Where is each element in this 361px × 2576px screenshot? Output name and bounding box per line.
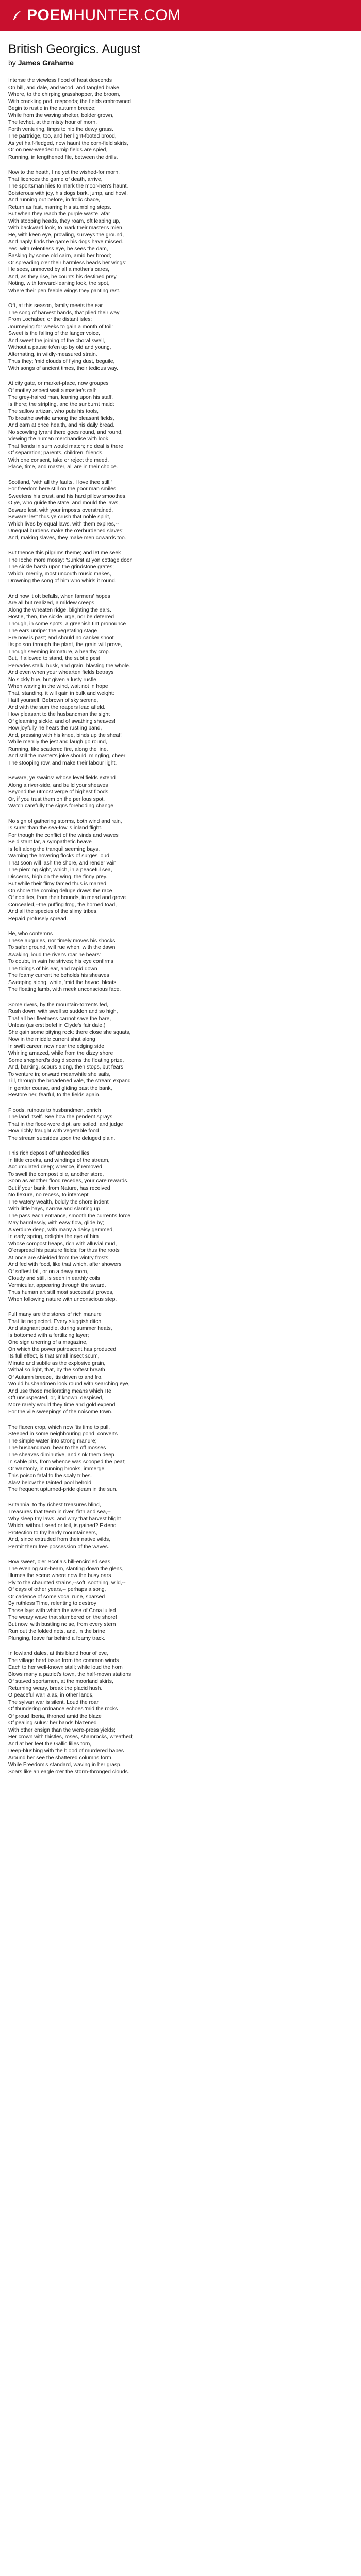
- poem-line: Its poison through the plant, the grain will prove,: [8, 642, 122, 648]
- site-logo[interactable]: [11, 7, 181, 24]
- poem-line: The stooping row, and make their labour light.: [8, 760, 117, 766]
- poem-line: The husbandman, bear to the off mosses: [8, 1445, 106, 1451]
- stanza: [8, 930, 353, 993]
- poem-line: That soon will lash the shore, and render vain: [8, 860, 117, 866]
- poem-line: Illumes the scene where now the busy oars: [8, 1573, 111, 1579]
- poem-line: Sweeping along, while, 'mid the havoc, bleats: [8, 979, 117, 986]
- poem-line: But when they reach the purple waste, afar: [8, 211, 110, 217]
- poem-line: Forth venturing, limps to nip the dewy grass.: [8, 126, 113, 132]
- poem-line: And still the master's joke should, mingling, cheer: [8, 753, 126, 759]
- poem-line: To safer ground, will rue when, with the dawn: [8, 945, 116, 951]
- poem-line: With other ensign than the were-press yields;: [8, 1727, 116, 1733]
- poem-line: Or on new-weeded turnip fields are spied,: [8, 147, 108, 153]
- poem-line: Of separation; parents, children, friends,: [8, 450, 104, 456]
- author-link[interactable]: James Grahame: [18, 59, 74, 67]
- poem-line: The flaxen crop, which now 'tis time to pull,: [8, 1424, 110, 1430]
- poem-line: Now in the middle current shut along: [8, 1037, 95, 1042]
- poem-line: Or wantonly, in running brooks, immerge: [8, 1466, 105, 1472]
- poem-line: That fiends in sum would match; no deal is there: [8, 443, 123, 449]
- poem-line: He, with keen eye, prowling, surveys the ground,: [8, 232, 124, 238]
- poem-line: Sweet is the falling of the Ianger voice,: [8, 331, 100, 336]
- poem-line: Beware, ye swains! whose level fields extend: [8, 775, 116, 781]
- poem-line: For though the conflict of the winds and waves: [8, 832, 119, 838]
- poem-line: Of motley aspect wait a master's call:: [8, 387, 97, 394]
- poem-line: And, pressing with his knee, binds up the sheaf!: [8, 732, 122, 738]
- poem-line: The sylvan war is silent. Loud the roar: [8, 1699, 99, 1705]
- poem-line: Alas! below the tainted pool behold: [8, 1480, 92, 1486]
- poem-line: But thence this pilgrims theme; and let me seek: [8, 550, 121, 556]
- poem-line: The sallow artizan, who puts his tools,: [8, 409, 99, 414]
- poem-line: Ere now is past; and should no canker shoot: [8, 635, 114, 641]
- poem-line: Without a pause to'en up by old and young,: [8, 345, 111, 350]
- poem-line: Till, through the broadened vale, the stream expand: [8, 1078, 131, 1084]
- poem-line: Which, merrily, most uncouth music makes,: [8, 571, 111, 577]
- poem-line: How joyfully he hears the rustling band,: [8, 725, 102, 731]
- poem-line: In early spring, delights the eye of him: [8, 1234, 99, 1240]
- poem-line: Basking by some old cairn, amid her brood;: [8, 253, 111, 259]
- poem-line: While from the waving shelter, bolder grown,: [8, 112, 114, 118]
- poem-line: This poison fatal to the scaly tribes.: [8, 1473, 92, 1479]
- poem-line: Would husbandmen look round with searching eye,: [8, 1381, 130, 1387]
- poem-line: Awaking, loud the river's roar he hears:: [8, 952, 101, 958]
- poem-line: Of softest fall, or on a dewy morn,: [8, 1268, 89, 1275]
- poem-line: Beware! lest thus ye crush that noble spirit,: [8, 514, 111, 520]
- logo-domain: HUNTER.COM: [73, 7, 181, 24]
- stanza: [8, 169, 353, 294]
- poem-line: Boisterous with joy, his dogs bark, jump, and howl,: [8, 190, 128, 196]
- stanza: [8, 1107, 353, 1142]
- poem-line: Plunging, leave far behind a foamy track.: [8, 1635, 106, 1641]
- poem-line: The simple water into strong manure;: [8, 1438, 97, 1444]
- stanza: [8, 1311, 353, 1416]
- poem-line: The song of harvest bands, that plied their way: [8, 310, 120, 316]
- poem-line: Watch carefully the signs foreboding change.: [8, 803, 115, 809]
- poem-line: Its full effect, is that small insect scum,: [8, 1353, 100, 1359]
- poem-line: And use those meliorating means which He: [8, 1388, 111, 1394]
- poem-line: The pass each entrance, smooth the current's force: [8, 1213, 131, 1219]
- stanza: [8, 302, 353, 372]
- poem-line: Vermicular, appearing through the sward.: [8, 1282, 106, 1289]
- poem-line: How richly fraught with vegetable food: [8, 1128, 99, 1134]
- poem-line: Be distant far, a sympathetic heave: [8, 839, 92, 845]
- poem-line: When waving in the wind, wait not in hope: [8, 684, 108, 689]
- poem-line: Britannia, to thy richest treasures blind,: [8, 1502, 101, 1508]
- poem-line: And now it oft befalls, when farmers' hopes: [8, 593, 110, 599]
- site-header: [0, 0, 361, 31]
- poem-content: [0, 31, 361, 2576]
- poem-line: Soars like an eagle o'er the storm-thronged clouds.: [8, 1769, 129, 1775]
- poem-line: How sweet, o'er Scotia's hill-encircled seas,: [8, 1559, 112, 1565]
- poem-line: Of days of other years,-- perhaps a song,: [8, 1587, 106, 1592]
- poem-line: Now to the heath, I ne yet the wished-for morn,: [8, 170, 120, 175]
- poem-line: And, making slaves, they make men cowards too.: [8, 535, 126, 541]
- poem-line: Are all but realized, a mildew creeps: [8, 600, 94, 606]
- poem-line: Of proud Iberia, throned amid the blaze: [8, 1713, 102, 1719]
- poem-line: With little bays, narrow and slanting up,: [8, 1206, 102, 1212]
- poem-line: Which, without seed or toil, is gained? Extend: [8, 1523, 117, 1529]
- poem-line: For freedom here still on the poor man smiles,: [8, 486, 118, 492]
- poem-line: O peaceful war! alas, in other lands,: [8, 1692, 94, 1698]
- poem-line: Rush down, with swell so sudden and so high,: [8, 1009, 118, 1014]
- poem-line: Intense the viewless flood of heat descends: [8, 78, 112, 83]
- poem-line: Blows many a patriot's town, the half-mown stations: [8, 1671, 132, 1677]
- poem-line: Noting, with forward-leaning look, the spot,: [8, 281, 110, 286]
- poem-line: Hail! yourself! Bebrown of sky serene,: [8, 698, 99, 703]
- poem-line: Soon as another flood recedes, your care rewards.: [8, 1178, 129, 1184]
- poem-line: Returning weary, break the placid hush.: [8, 1685, 103, 1691]
- poem-line: The sheaves diminutive, and sink them deep: [8, 1452, 114, 1458]
- poem-line: And even when your whearten fields betrays: [8, 670, 114, 675]
- poem-line: This rich deposit off unheeded lies: [8, 1150, 90, 1156]
- poem-line: Whirling amazed, while from the dizzy shore: [8, 1050, 113, 1056]
- poem-line: At city gate, or market-place, now groupes: [8, 381, 109, 386]
- poem-line: The Ioche more mossy: 'Sunk'st at yon cottage door: [8, 557, 132, 563]
- poem-line: Unequal burdens make the o'erburdened slaves;: [8, 528, 124, 534]
- stanza: [8, 77, 353, 161]
- poem-line: Steeped in some neighbouring pond, converts: [8, 1431, 118, 1437]
- poem-line: Beyond the utmost verge of highest floods.: [8, 789, 110, 795]
- stanza: [8, 1424, 353, 1494]
- poem-line: Is there; the stripling, and the sunburnt maid:: [8, 401, 114, 408]
- by-label: by: [8, 59, 16, 67]
- poem-line: Scotland, 'with all thy faults, I love thee still!': [8, 479, 112, 485]
- poem-line: With stooping heads, they roam, oft leaping up,: [8, 218, 121, 224]
- poem-line: When following nature with unconscious step.: [8, 1296, 117, 1302]
- poem-line: But, if allowed to stand, the subtle pest: [8, 656, 100, 662]
- poem-line: And running out before, in frolic chace,: [8, 197, 100, 203]
- poem-line: Though seeming immature, a healthy crop.: [8, 649, 110, 655]
- poem-line: Where, to the chirping grasshopper, the broom,: [8, 92, 121, 97]
- poem-line: To doubt, in vain he strives; his eye confirms: [8, 959, 113, 964]
- poem-line: Full many are the stores of rich manure: [8, 1312, 102, 1317]
- poem-line: On hill, and dale, and wood, and tangled brake,: [8, 84, 121, 91]
- poem-line: Yes, with relentless eye, he sees the dam,: [8, 246, 108, 252]
- poem-line: Is bottomed with a fertilizing layer;: [8, 1332, 89, 1338]
- poem-line: Her crown with thistles, roses, shamrocks, wreathed;: [8, 1734, 134, 1740]
- poem-line: Treasures that teem in river, firth and sea,--: [8, 1509, 111, 1515]
- poem-line: Thus human art still most successful proves,: [8, 1290, 114, 1295]
- poem-line: With crackling pod, responds; the fields embrowned,: [8, 98, 133, 105]
- poem-line: Of staved sportsmen, at the moorland skirts,: [8, 1679, 113, 1684]
- poem-line: With backward look, to mark their master's mien.: [8, 225, 124, 231]
- poem-line: To swell the compost pile, another store,: [8, 1171, 104, 1177]
- poem-line: And earn at once health, and his daily bread.: [8, 422, 115, 428]
- poem-line: O ye, who guide the state, and mould the laws,: [8, 500, 120, 506]
- poem-line: Return as fast, marring his stumbling steps.: [8, 204, 111, 210]
- poem-line: No scowling tyrant there goes round, and round,: [8, 429, 123, 435]
- poem-line: Withal so light, that, by the softest breath: [8, 1367, 105, 1373]
- poem-line: Alternating, in wildly-measured strain.: [8, 351, 97, 358]
- poem-line: In lowland dales, at this bland hour of eve,: [8, 1651, 109, 1656]
- poem-line: And with the sum the reapers lead afield.: [8, 704, 106, 710]
- poem-line: The frequent upturned-pride gleam in the sun.: [8, 1487, 118, 1493]
- poem-line: The stream subsides upon the deluged plain.: [8, 1135, 116, 1141]
- poem-line: Some rivers, by the mountain-torrents fed,: [8, 1002, 109, 1008]
- stanza: [8, 818, 353, 923]
- poem-line: Journeying for weeks to gain a month of toil:: [8, 324, 113, 330]
- poem-line: Ply to the chaunted strains,--soft, soothing, wild,--: [8, 1580, 126, 1586]
- poem-body: [8, 77, 353, 1775]
- poem-line: And haply finds the game his dogs have missed.: [8, 239, 123, 245]
- poem-line: Whose compost heaps, rich with alluvial mud,: [8, 1241, 117, 1247]
- poem-line: The grey-haired man, leaning upon his staff,: [8, 395, 113, 400]
- poem-line: Begin to rustle in the autumn breeze;: [8, 106, 96, 111]
- poem-line: She gain some pitying rock: there close she squats,: [8, 1029, 131, 1036]
- poem-line: Pervades stalk, husk, and grain, blasting the whole.: [8, 663, 130, 669]
- poem-line: Or spreading o'er their harmless heads her wings:: [8, 260, 127, 266]
- quill-icon: [11, 10, 23, 21]
- poem-line: Or, if you trust them on the perilous spot,: [8, 796, 105, 802]
- poem-line: Warning the hovering flocks of surges loud: [8, 853, 109, 859]
- poem-line: Running, in lengthened file, between the drills.: [8, 154, 118, 160]
- poem-line: Permit them free possession of the waves.: [8, 1544, 109, 1550]
- poem-line: That, standing, it will gain in bulk and weight:: [8, 690, 114, 697]
- poem-line: To venture in; onward meanwhile she sails,: [8, 1071, 111, 1077]
- poem-line: No sign of gathering storms, both wind and rain,: [8, 818, 122, 824]
- poem-line: Each to her well-known stall; while loud the horn: [8, 1665, 123, 1670]
- poem-line: Sweetens his crust, and his hard pillow smoothes.: [8, 493, 127, 499]
- poem-line: Viewing the human merchandise with look: [8, 436, 108, 442]
- poem-line: In little creeks, and windings of the stream,: [8, 1157, 110, 1163]
- poem-line: He, who contemns: [8, 931, 53, 937]
- poem-line: Running, like scattered fire, along the line.: [8, 746, 108, 752]
- stanza: [8, 1558, 353, 1642]
- poem-line: The tidings of his ear, and rapid down: [8, 965, 97, 972]
- poem-line: But while their flimy famed thus is marred,: [8, 881, 108, 887]
- poem-line: Of Autumn breeze, 'tis driven to and fro.: [8, 1374, 103, 1380]
- poem-line: May harmlessly, with easy flow, glide by;: [8, 1220, 104, 1226]
- poem-line: Concealed,--the puffing frog, the horned toad,: [8, 902, 117, 908]
- poem-line: Restore her, fearful, to the fields again.: [8, 1092, 101, 1098]
- poem-line: Those lays with which the wise of Cona lulled: [8, 1607, 116, 1614]
- poem-line: Discerns, high on the wing, the finny prey.: [8, 874, 108, 880]
- stanza: [8, 1650, 353, 1775]
- poem-line: From Lochaber, or the distant isles;: [8, 317, 92, 323]
- stanza: [8, 775, 353, 810]
- poem-line: On shore the coming deluge draws the race: [8, 888, 112, 894]
- poem-line: The floating lamb, with meek unconscious face.: [8, 987, 121, 992]
- poem-line: How pleasant to the husbandman the sight: [8, 711, 110, 717]
- poem-line: With one consent, take or reject the meed.: [8, 457, 109, 463]
- poem-line: Is felt along the tranquil seeming bays,: [8, 846, 100, 852]
- poem-line: One sign unerring of a magazine,: [8, 1340, 88, 1345]
- poem-line: By ruthless Time, relenting to destroy: [8, 1601, 96, 1606]
- poem-line: And, since extruded from their native wilds,: [8, 1537, 111, 1543]
- poem-line: Which lives by equal laws, with them expires,--: [8, 521, 119, 527]
- poem-line: No flexure, no recess, to intercept: [8, 1192, 89, 1198]
- poem-line: The piercing sight, which, in a peaceful sea,: [8, 867, 112, 873]
- poem-line: Deep-blushing with the blood of murdered babes: [8, 1748, 124, 1754]
- poem-line: And at her feet the Gallic lilies torn,: [8, 1741, 92, 1747]
- poem-line: And fed with food, like that which, after showers: [8, 1262, 122, 1267]
- poem-line: As yet half-fledged, now haunt the corn-field skirts,: [8, 140, 128, 146]
- poem-line: The sickle harsh upon the grindstone grates;: [8, 564, 114, 570]
- poem-line: And, as they rise, he counts his destined prey.: [8, 274, 118, 280]
- poem-line: Cloudy and still, is seen in earthly coils: [8, 1276, 100, 1281]
- poem-line: Along a river-side, and build your sheaves: [8, 782, 108, 788]
- poem-line: In sable pits, from whence was scooped the peat;: [8, 1459, 126, 1465]
- poem-line: Of thundering ordnance echoes 'mid the rocks: [8, 1706, 118, 1712]
- poem-line: The levhet, at the misty hour of morn,: [8, 120, 97, 125]
- poem-line: While Freedom's standard, waving in her grasp,: [8, 1762, 122, 1768]
- poem-line: A verdure deep, with many a daisy gemmed,: [8, 1227, 114, 1233]
- poem-line: Of gleaming sickle, and of swathing sheaves!: [8, 718, 116, 724]
- logo-name: POEM: [27, 7, 74, 24]
- poem-line: Drowning the song of him who whirls it round.: [8, 578, 117, 584]
- stanza: [8, 1002, 353, 1099]
- poem-line: These auguries, nor timely moves his shocks: [8, 938, 116, 944]
- poem-line: The partridge, too, and her light-footed brood,: [8, 133, 117, 139]
- poem-line: That licences the game of death, arrive,: [8, 176, 103, 182]
- poem-line: Run out the folded nets, and, in the brine: [8, 1629, 105, 1634]
- poem-line: While merrily the jest and laugh go round,: [8, 739, 107, 745]
- poem-line: He sees, unmoved by all a mother's cares,: [8, 267, 110, 273]
- stanza: [8, 1150, 353, 1303]
- poem-line: More rarely would they time and gold expend: [8, 1402, 116, 1408]
- stanza: [8, 380, 353, 471]
- stanza: [8, 593, 353, 767]
- poem-line: At once are shielded from the wintry frosts,: [8, 1255, 110, 1261]
- poem-line: No sickly hue, but given a lusty rustle,: [8, 676, 98, 683]
- poem-line: Floods, ruinous to husbandmen, enrich: [8, 1107, 101, 1113]
- poem-line: Minute and subtle as the explosive grain,: [8, 1360, 106, 1366]
- poem-line: The evening sun-beam, slanting down the glens,: [8, 1566, 124, 1572]
- poem-line: The watery wealth, boldly the shore indent: [8, 1199, 109, 1205]
- poem-line: Oft unsuspected, or, if known, despised,: [8, 1395, 104, 1401]
- poem-line: For the vile sweepings of the noisome town.: [8, 1409, 113, 1415]
- poem-line: Around her see the shattered columns form,: [8, 1755, 113, 1761]
- poem-line: And, barking, scours along, then stops, but fears: [8, 1064, 123, 1070]
- poem-line: That in the flood-were dipt, are soiled, and judge: [8, 1121, 123, 1127]
- poem-line: Or cadence of some vocal rune, sparsed: [8, 1594, 105, 1600]
- poem-line: The weary wave that slumbered on the shore!: [8, 1615, 117, 1620]
- poem-line: Where their pen feeble wings they panting rest.: [8, 287, 121, 294]
- poem-title: British Georgics. August: [8, 42, 141, 56]
- stanza: [8, 479, 353, 542]
- poem-line: The ears unripe: the vegetating stage: [8, 628, 97, 634]
- poem-line: With songs of ancient times, their tedious way.: [8, 365, 118, 371]
- poem-line: But if your bank, from Nature, has received: [8, 1185, 110, 1191]
- poem-line: Beware lest, with your imposts overstrained,: [8, 507, 113, 513]
- poem-line: Though, in some spots, a greenish tint pronounce: [8, 621, 126, 627]
- poem-line: In swift career, now near the edging side: [8, 1043, 104, 1049]
- byline: [8, 59, 353, 67]
- poem-line: Of noplites, from their hounds, in mead and grove: [8, 895, 126, 901]
- poem-line: Hostle, then, the sickle urge, nor be deterred: [8, 614, 114, 620]
- poem-line: Repaid profusely spread.: [8, 916, 68, 922]
- poem-line: Some shepherd's dog discerns the floating prize,: [8, 1057, 124, 1063]
- poem-line: But now, with bustling noise, from every stern: [8, 1621, 116, 1628]
- poem-line: And all the species of the slimy tribes,: [8, 909, 98, 914]
- poem-line: Why sleep thy laws, and why that harvest blight: [8, 1516, 121, 1522]
- poem-line: The foamy current he beholds his sheaves: [8, 973, 109, 978]
- poem-line: To breathe awhile among the pleasant fields,: [8, 415, 114, 421]
- poem-line: Protection to thy hardy mountaineers,: [8, 1530, 97, 1536]
- poem-line: That all her fleetness cannot save the hare,: [8, 1015, 111, 1022]
- poem-line: And sweet the joining of the choral swell,: [8, 337, 105, 344]
- poem-line: And stagnant puddle, during summer heats,: [8, 1326, 112, 1331]
- poem-line: Is surer than the sea-fowl's inland flight.: [8, 825, 103, 831]
- poem-line: Along the wheaten ridge, blighting the ears.: [8, 607, 111, 613]
- poem-line: The village herd issue from the common winds: [8, 1657, 119, 1664]
- poem-line: Oft, at this season, family meets the ear: [8, 303, 103, 309]
- poem-line: In gentler course, and gliding past the bank,: [8, 1085, 112, 1091]
- poem-line: That lie neglected. Every sluggish ditch: [8, 1318, 102, 1325]
- poem-line: On which the power putrescent has produced: [8, 1346, 117, 1352]
- poem-line: Place, time, and master, all are in their choice.: [8, 464, 118, 470]
- stanza: [8, 550, 353, 585]
- poem-line: Thus they; 'mid clouds of flying dust, beguile,: [8, 359, 115, 364]
- poem-line: Unless (as erst befel in Clyde's fair dale,): [8, 1023, 106, 1028]
- poem-line: Of pealing sulus: her bands blazened: [8, 1720, 97, 1726]
- poem-line: The land itself. See how the pendent sprays: [8, 1114, 113, 1120]
- stanza: [8, 1502, 353, 1551]
- poem-line: The sportsman hies to mark the moor-hen's haunt.: [8, 183, 128, 189]
- poem-line: Accumulated deep; whence, if removed: [8, 1164, 102, 1170]
- poem-line: O'erspread his pasture fields; for thus the roots: [8, 1248, 120, 1253]
